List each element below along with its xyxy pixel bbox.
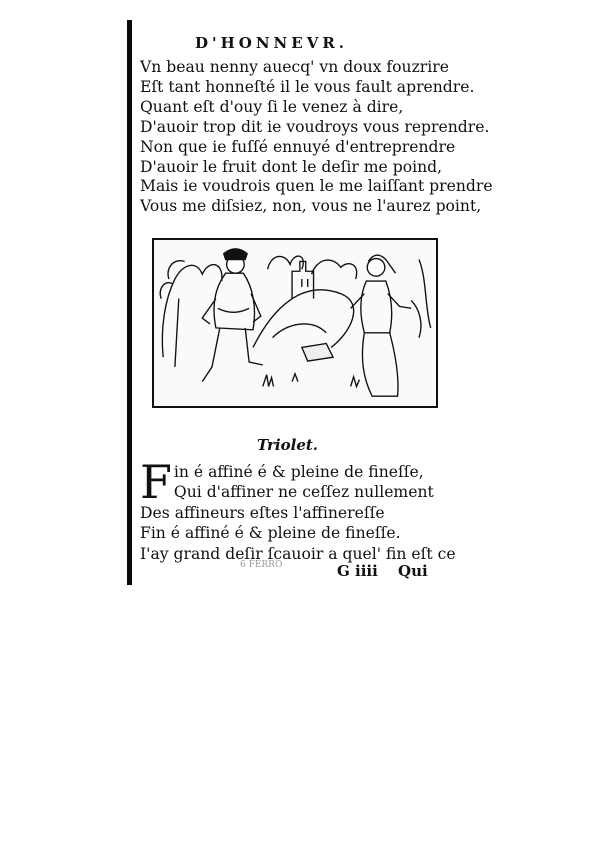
verse-line: I'ay grand deſir ſcauoir a quel' fin eſt ce xyxy=(140,544,456,563)
verse-line: Vn beau nenny auecq' vn doux fouzrire xyxy=(140,58,449,76)
section-title: Triolet. xyxy=(256,436,319,454)
verse-text: in é affiné é & pleine de fineſſe, xyxy=(173,463,424,481)
verse-line: D'auoir le fruit dont le deſir me poind, xyxy=(140,157,443,176)
verse-line: Qui d'affiner ne ceſſez nullement xyxy=(173,483,434,502)
scan-edge-bar xyxy=(127,20,132,585)
catchword: Qui xyxy=(398,562,428,580)
verse-line: Quant eſt d'ouy ſi le venez à dire, xyxy=(140,97,404,116)
triolet-poem xyxy=(140,455,456,564)
verse-line: Eſt tant honneſté il le vous fault aprendre. xyxy=(140,77,475,96)
verse-line: Fin é affiné é & pleine de fineſſe. xyxy=(140,524,401,543)
woodcut-illustration-icon xyxy=(154,240,436,406)
drop-capital: F xyxy=(140,455,172,509)
verse-line: Non que ie fuſſé ennuyé d'entreprendre xyxy=(140,137,456,156)
woodcut-illustration xyxy=(152,238,438,408)
verse-line: Des affineurs eſtes l'affinereſſe xyxy=(140,503,385,522)
signature-mark: G iiii xyxy=(337,562,378,580)
faint-stamp-text: 6 FERRO xyxy=(240,560,283,570)
verse-line: Mais ie voudrois quen le me laiſſant prendre xyxy=(140,177,493,196)
verse-line: Vous me diſsiez, non, vous ne l'aurez point, xyxy=(140,197,482,216)
running-head: D'HONNEVR. xyxy=(195,34,349,52)
verse-line: D'auoir trop dit ie voudroys vous reprendre. xyxy=(140,117,490,136)
poem-stanza xyxy=(140,58,493,217)
